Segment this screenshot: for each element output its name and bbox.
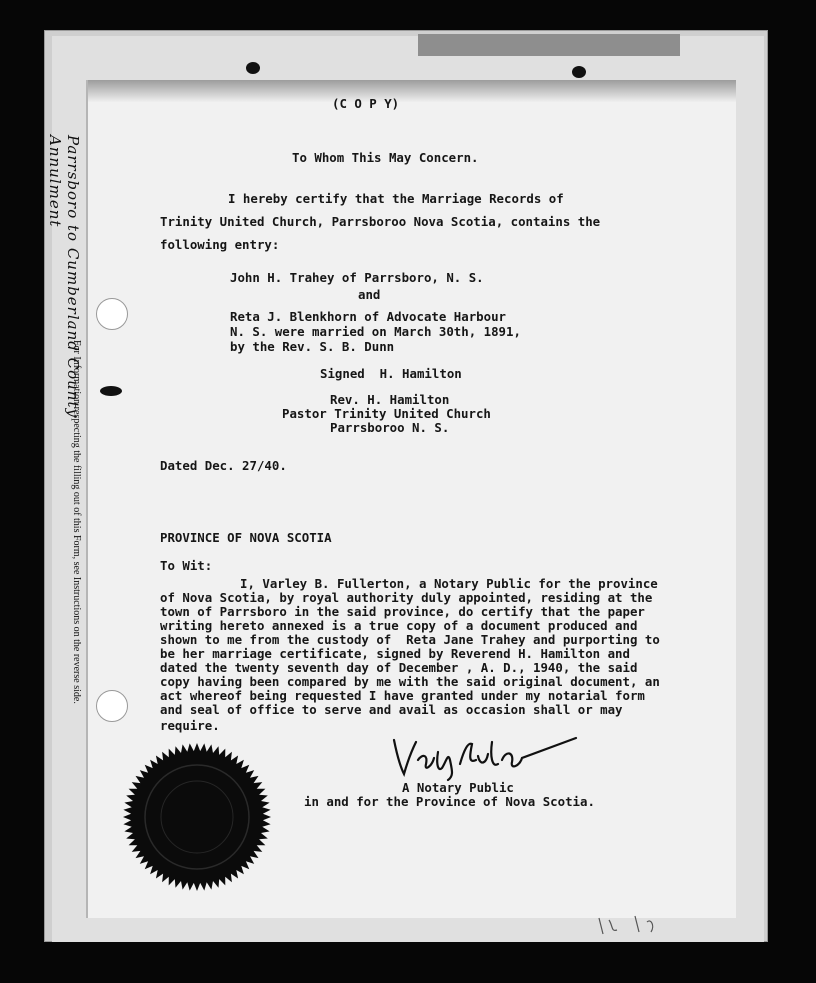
- bride-entry: by the Rev. S. B. Dunn: [230, 339, 395, 354]
- notary-text-line: town of Parrsboro in the said province, do certify that the paper: [160, 604, 645, 619]
- to-wit: To Wit:: [160, 558, 213, 573]
- bride-entry: Reta J. Blenkhorn of Advocate Harbour: [230, 309, 507, 324]
- intro-line: Trinity United Church, Parrsboroo Nova Scotia, contains the: [160, 214, 601, 229]
- form-instruction: For Information respecting the filling out of this Form, see Instructions on the reverse side.: [71, 340, 82, 704]
- bride-entry: N. S. were married on March 30th, 1891,: [230, 324, 521, 339]
- and-word: and: [358, 287, 381, 302]
- notary-text-line: shown to me from the custody of Reta Jane Trahey and purporting to: [160, 632, 660, 647]
- notary-seal-icon: [122, 742, 272, 892]
- pencil-marks: [595, 912, 735, 938]
- notary-jurisdiction: in and for the Province of Nova Scotia.: [304, 794, 595, 809]
- intro-line: I hereby certify that the Marriage Records of: [228, 191, 564, 206]
- copy-mark: (C O P Y): [332, 96, 400, 111]
- notary-text-line: copy having been compared by me with the said original document, an: [160, 674, 660, 689]
- pastor-name: Rev. H. Hamilton: [330, 392, 450, 407]
- handwritten-margin-note: Parrsboro to Cumberland County Annulment: [46, 135, 82, 418]
- intro-line: following entry:: [160, 237, 280, 252]
- notary-signature: [388, 730, 578, 785]
- notary-text-line: be her marriage certificate, signed by Reverend H. Hamilton and: [160, 646, 630, 661]
- notary-title: A Notary Public: [402, 780, 514, 795]
- notary-text-line: require.: [160, 718, 220, 733]
- pastor-church: Pastor Trinity United Church: [282, 406, 491, 421]
- salutation: To Whom This May Concern.: [292, 150, 479, 165]
- notary-text-line: and seal of office to serve and avail as occasion shall or may: [160, 702, 623, 717]
- groom-entry: John H. Trahey of Parrsboro, N. S.: [230, 270, 484, 285]
- date-line: Dated Dec. 27/40.: [160, 458, 287, 473]
- notary-text-line: of Nova Scotia, by royal authority duly appointed, residing at the: [160, 590, 653, 605]
- notary-text-line: dated the twenty seventh day of December , A. D., 1940, the said: [160, 660, 638, 675]
- notary-text-line: writing hereto annexed is a true copy of a document produced and: [160, 618, 638, 633]
- pastor-location: Parrsboroo N. S.: [330, 420, 450, 435]
- notary-text-line: act whereof being requested I have granted under my notarial form: [160, 688, 645, 703]
- province-heading: PROVINCE OF NOVA SCOTIA: [160, 530, 332, 545]
- notary-text-line: I, Varley B. Fullerton, a Notary Public for the province: [240, 576, 658, 591]
- signed-line: Signed H. Hamilton: [320, 366, 462, 381]
